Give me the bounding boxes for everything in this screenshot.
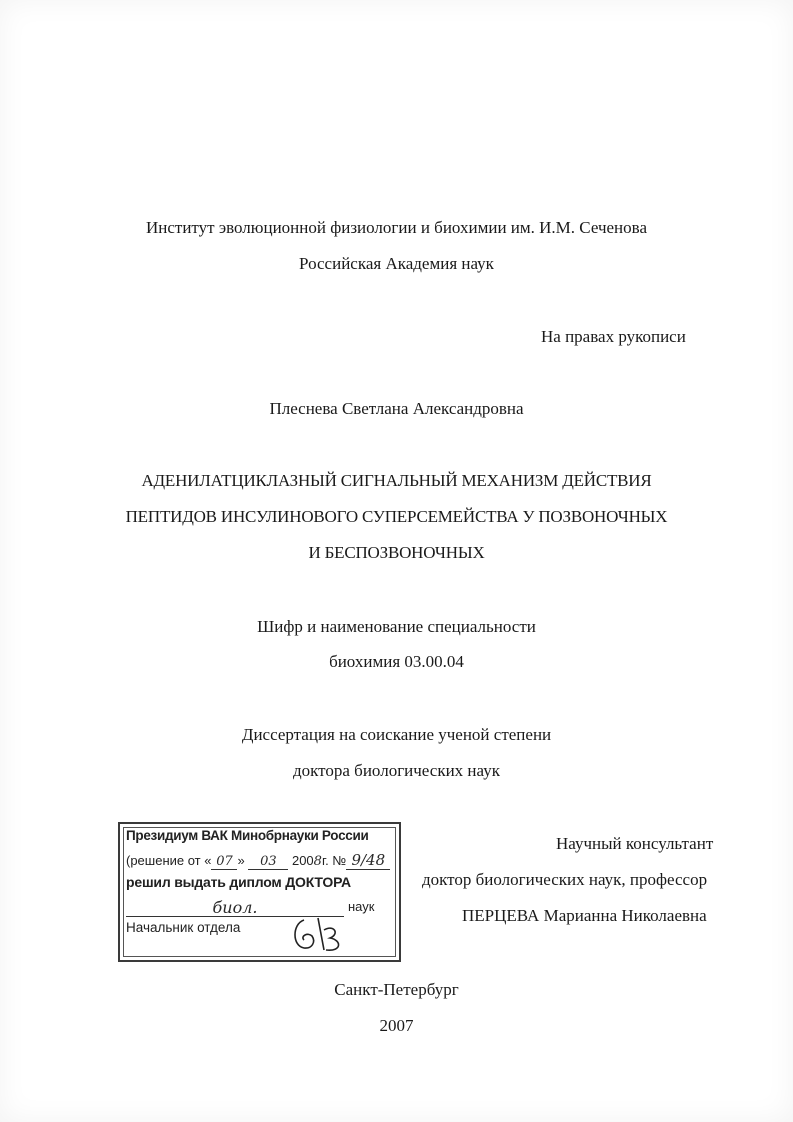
consultant-degree: доктор биологических наук, профессор	[422, 870, 708, 889]
stamp-day: 07	[211, 854, 237, 870]
stamp-head: Начальник отдела	[126, 920, 241, 935]
title-line-2: ПЕПТИДОВ ИНСУЛИНОВОГО СУПЕРСЕМЕЙСТВА У ПОЗВОНОЧНЫХ	[125, 507, 668, 526]
vak-stamp	[118, 822, 401, 962]
dissertation-line-1: Диссертация на соискание ученой степени	[241, 725, 552, 744]
manuscript-note: На правах рукописи	[541, 327, 686, 346]
academy-name: Российская Академия наук	[299, 254, 494, 273]
signature-icon	[290, 912, 350, 956]
stamp-decision-line	[126, 851, 390, 870]
stamp-presidium: Президиум ВАК Минобрнауки России	[126, 828, 369, 843]
stamp-g-no: г. №	[321, 853, 347, 868]
author-name: Плеснева Светлана Александровна	[269, 399, 524, 418]
stamp-decided-line: решил выдать диплом ДОКТОРА	[126, 874, 351, 890]
city: Санкт-Петербург	[334, 980, 459, 999]
consultant-label: Научный консультант	[556, 834, 714, 853]
stamp-decision-prefix: (решение от «	[126, 853, 212, 868]
stamp-year-digit: 8	[313, 854, 322, 869]
stamp-field: биол.	[212, 898, 258, 917]
stamp-sciences: наук	[348, 899, 375, 914]
specialty-label: Шифр и наименование специальности	[257, 617, 536, 636]
stamp-number: 9/48	[346, 851, 390, 870]
stamp-month: 03	[248, 854, 288, 870]
stamp-quote-close: »	[237, 853, 245, 868]
stamp-year-prefix: 200	[291, 853, 314, 868]
dissertation-line-2: доктора биологических наук	[293, 761, 500, 780]
stamp-inner-border	[123, 827, 396, 957]
year: 2007	[379, 1016, 414, 1035]
specialty-value: биохимия 03.00.04	[329, 652, 464, 671]
title-line-3: И БЕСПОЗВОНОЧНЫХ	[308, 543, 485, 562]
institute-name: Институт эволюционной физиологии и биохимии им. И.М. Сеченова	[145, 218, 648, 237]
title-line-1: АДЕНИЛАТЦИКЛАЗНЫЙ СИГНАЛЬНЫЙ МЕХАНИЗМ ДЕЙСТВИЯ	[141, 471, 652, 490]
consultant-name: ПЕРЦЕВА Марианна Николаевна	[462, 906, 707, 925]
